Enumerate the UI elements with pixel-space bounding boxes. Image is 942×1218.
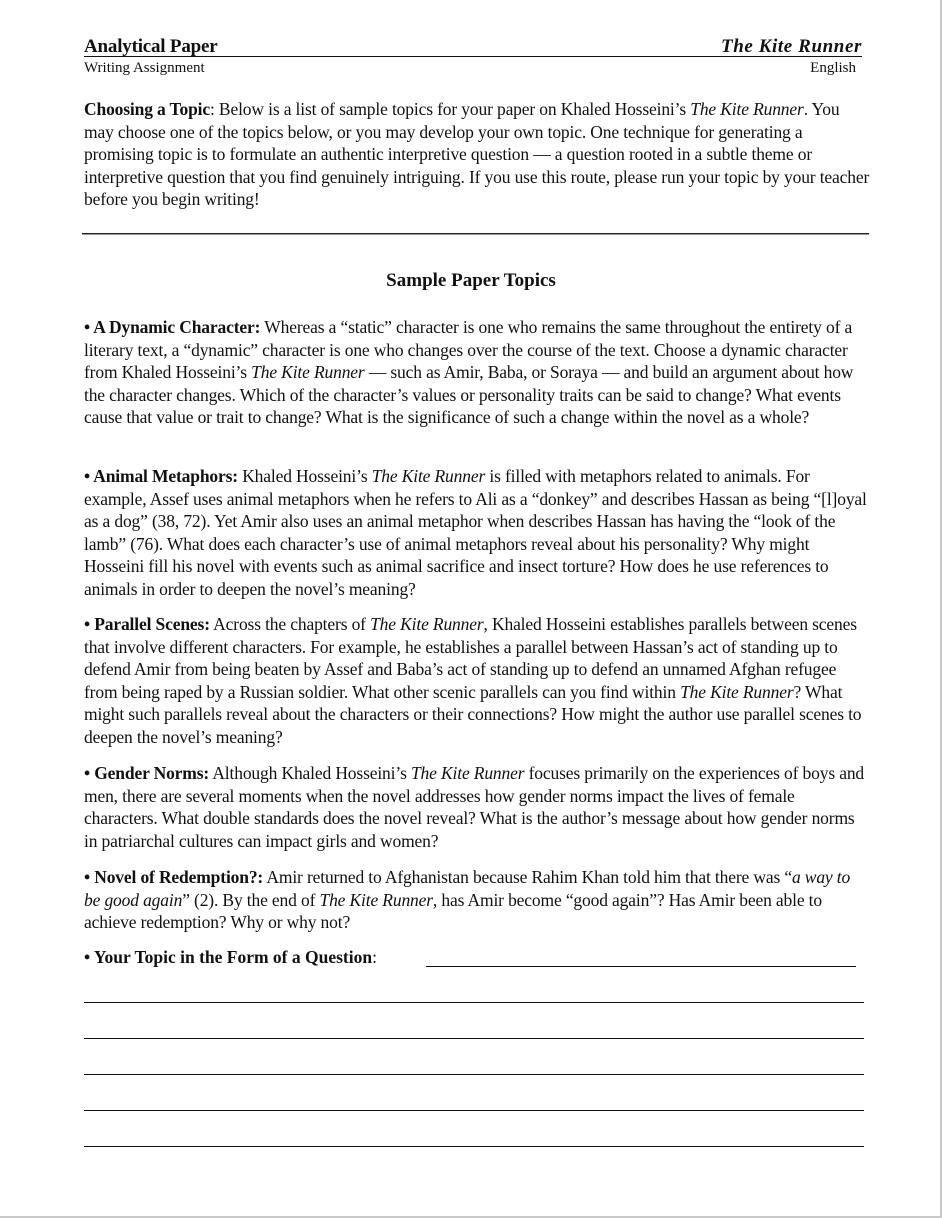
- page-header: [84, 36, 862, 57]
- answer-line-4[interactable]: [84, 1110, 864, 1111]
- answer-line-5[interactable]: [84, 1146, 864, 1147]
- topic-label: • Animal Metaphors:: [84, 466, 238, 486]
- topic-label: • Novel of Redemption?:: [84, 867, 264, 887]
- intro-paragraph: Choosing a Topic: Below is a list of sample topics for your paper on Khaled Hosseini’s The Kite Runner. You may choose one of the topics below, or you may develop your own topic. One technique for generating a promising topic is to formulate an authentic interpretive question — a question rooted in a subtle theme or interpretive question that you find genuinely intriguing. If you use this route, please run your topic by your teacher before you begin writing!: [84, 99, 870, 210]
- topic-parallel-scenes: • Parallel Scenes: Across the chapters of The Kite Runner, Khaled Hosseini establishes parallels between scenes that involve different characters. For example, he establishes a parallel between Hassan’s act of standing up to defend Amir from being beaten by Assef and Baba’s act of standing up to defend an unnamed Afghan refugee from being raped by a Russian soldier. What other scenic parallels can you find within The Kite Runner? What might such parallels reveal about the characters or their connections? How might the author use parallel scenes to deepen the novel’s meaning?: [84, 614, 862, 747]
- topic-dynamic-character: • A Dynamic Character: Whereas a “static” character is one who remains the same throughout the entirety of a literary text, a “dynamic” character is one who changes over the course of the text. Choose a dynamic character from Khaled Hosseini’s The Kite Runner — such as Amir, Baba, or Soraya — and build an argument about how the character changes. Which of the character’s values or personality traits can be said to change? What events cause that value or trait to change? What is the significance of such a change within the novel as a whole?: [84, 317, 854, 428]
- answer-line-3[interactable]: [84, 1074, 864, 1075]
- assignment-subtitle: Writing Assignment: [84, 60, 205, 76]
- answer-line-2[interactable]: [84, 1038, 864, 1039]
- book-title: The Kite Runner: [721, 36, 862, 57]
- answer-line-1[interactable]: [84, 1002, 864, 1003]
- topic-animal-metaphors: • Animal Metaphors: Khaled Hosseini’s The Kite Runner is filled with metaphors related to animals. For example, Assef uses animal metaphors when he refers to Ali as a “donkey” and describes Hassan as being “[l]oyal as a dog” (38, 72). Yet Amir also uses an animal metaphor when describes Hassan has having the “look of the lamb” (76). What does each character’s use of animal metaphors reveal about his personality? Why might Hosseini fill his novel with events such as animal sacrifice and insect torture? How does he use references to animals in order to deepen the novel’s meaning?: [84, 466, 867, 599]
- topic-label: • A Dynamic Character:: [84, 317, 261, 337]
- assignment-title: Analytical Paper: [84, 36, 218, 57]
- intro-label: Choosing a Topic: [84, 99, 210, 119]
- book-title-inline: The Kite Runner: [690, 99, 804, 119]
- subject-label: English: [810, 60, 856, 76]
- section-title: Sample Paper Topics: [386, 270, 556, 291]
- topic-label: • Gender Norms:: [84, 763, 210, 783]
- topic-question-prompt: • Your Topic in the Form of a Question:: [84, 947, 377, 967]
- topic-label: • Parallel Scenes:: [84, 614, 210, 634]
- topic-question-blank[interactable]: [426, 966, 856, 967]
- topic-gender-norms: • Gender Norms: Although Khaled Hosseini’s The Kite Runner focuses primarily on the experiences of boys and men, there are several moments when the novel addresses how gender norms impact the lives of female characters. What double standards does the novel reveal? What is the author’s message about how gender norms in patriarchal cultures can impact girls and women?: [84, 763, 865, 851]
- section-divider: [82, 233, 869, 235]
- topic-novel-of-redemption: • Novel of Redemption?: Amir returned to Afghanistan because Rahim Khan told him that there was “a way to be good again” (2). By the end of The Kite Runner, has Amir become “good again”? Has Amir been able to achieve redemption? Why or why not?: [84, 867, 851, 933]
